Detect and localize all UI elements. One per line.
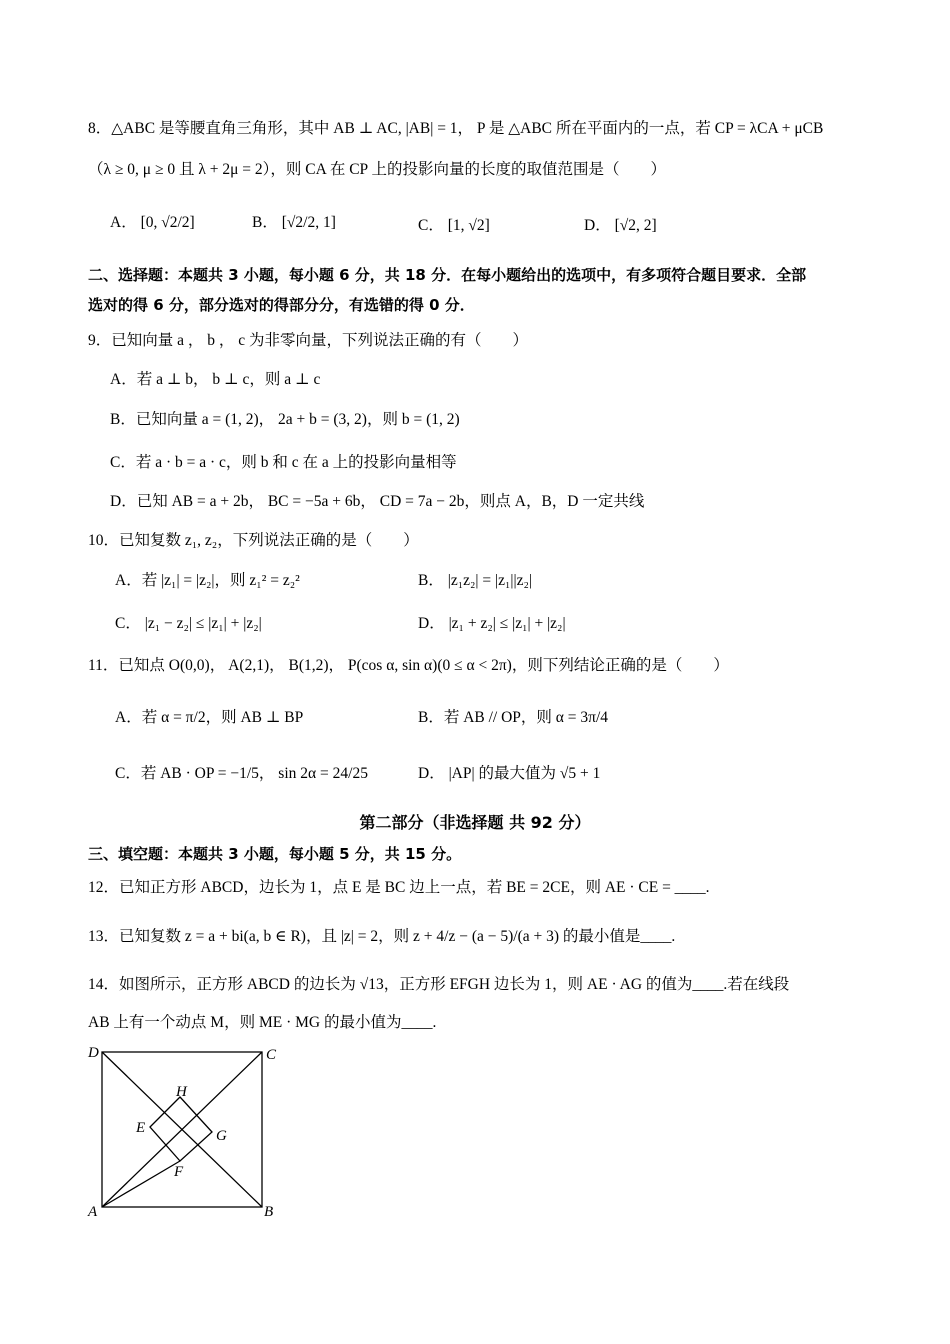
- section3-header: 三、填空题：本题共 3 小题，每小题 5 分，共 15 分。: [88, 845, 462, 863]
- q9-option-d: D．已知 AB = a + 2b， BC = −5a + 6b， CD = 7a − 2b，则点 A，B，D 一定共线: [110, 493, 645, 510]
- q8-line2: （λ ≥ 0, μ ≥ 0 且 λ + 2μ = 2），则 CA 在 CP 上的投影向量的长度的取值范围是（ ）: [88, 161, 666, 178]
- q10-option-d: D． |z₁ + z₂| ≤ |z₁| + |z₂|: [418, 615, 566, 632]
- label-g: G: [216, 1128, 227, 1144]
- q8-option-a: A． [0, √2/2]: [110, 214, 195, 231]
- label-e: E: [136, 1120, 146, 1136]
- q10-option-c: C． |z₁ − z₂| ≤ |z₁| + |z₂|: [115, 615, 262, 632]
- label-h: H: [176, 1084, 187, 1100]
- q8-option-d: D． [√2, 2]: [584, 217, 657, 234]
- label-a: A: [88, 1204, 98, 1220]
- section2-line1: 二、选择题：本题共 3 小题，每小题 6 分，共 18 分．在每小题给出的选项中，有多项符合题目要求．全部: [88, 266, 807, 284]
- q11-stem: 11．已知点 O(0,0)， A(2,1)， B(1,2)， P(cos α, sin α)(0 ≤ α < 2π)，则下列结论正确的是（ ）: [88, 657, 729, 674]
- q14-line1: 14．如图所示，正方形 ABCD 的边长为 √13，正方形 EFGH 边长为 1，则 AE · AG 的值为____.若在线段: [88, 976, 790, 993]
- square-figure: [80, 1040, 300, 1230]
- q11-option-a: A．若 α = π/2，则 AB ⊥ BP: [115, 709, 304, 726]
- q9-stem: 9．已知向量 a ， b ， c 为非零向量，下列说法正确的有（ ）: [88, 332, 529, 349]
- section2-line2: 选对的得 6 分，部分选对的得部分分，有选错的得 0 分．: [88, 296, 475, 314]
- q12: 12．已知正方形 ABCD，边长为 1，点 E 是 BC 边上一点，若 BE = 2CE，则 AE · CE = ____.: [88, 879, 710, 896]
- q8-option-c: C． [1, √2]: [418, 217, 490, 234]
- q8-line1: 8．△ABC 是等腰直角三角形，其中 AB ⊥ AC, |AB| = 1， P 是 △ABC 所在平面内的一点，若 CP = λCA + μCB: [88, 120, 824, 137]
- q9-option-b: B．已知向量 a = (1, 2)， 2a + b = (3, 2)，则 b = (1, 2): [110, 411, 460, 428]
- label-c: C: [266, 1047, 277, 1063]
- q10-option-a: A．若 |z₁| = |z₂|，则 z₁² = z₂²: [115, 572, 300, 589]
- q10-option-b: B． |z₁z₂| = |z₁||z₂|: [418, 572, 532, 589]
- q8-option-b: B． [√2/2, 1]: [252, 214, 336, 231]
- q9-option-a: A．若 a ⊥ b， b ⊥ c，则 a ⊥ c: [110, 371, 321, 388]
- q11-option-d: D． |AP| 的最大值为 √5 + 1: [418, 765, 601, 782]
- q11-option-b: B．若 AB // OP，则 α = 3π/4: [418, 709, 609, 726]
- q14-line2: AB 上有一个动点 M，则 ME · MG 的最小值为____.: [88, 1014, 437, 1031]
- q9-option-c: C．若 a · b = a · c，则 b 和 c 在 a 上的投影向量相等: [110, 454, 457, 471]
- part2-title: 第二部分（非选择题 共 92 分）: [359, 813, 591, 832]
- segment-af: [102, 1161, 180, 1207]
- label-d: D: [88, 1045, 99, 1061]
- q11-option-c: C．若 AB · OP = −1/5， sin 2α = 24/25: [115, 765, 368, 782]
- label-b: B: [264, 1204, 274, 1220]
- q10-stem: 10．已知复数 z₁, z₂，下列说法正确的是（ ）: [88, 532, 419, 549]
- q13: 13．已知复数 z = a + bi(a, b ∈ R)，且 |z| = 2，则 z + 4/z − (a − 5)/(a + 3) 的最小值是____.: [88, 928, 676, 945]
- label-f: F: [174, 1164, 184, 1180]
